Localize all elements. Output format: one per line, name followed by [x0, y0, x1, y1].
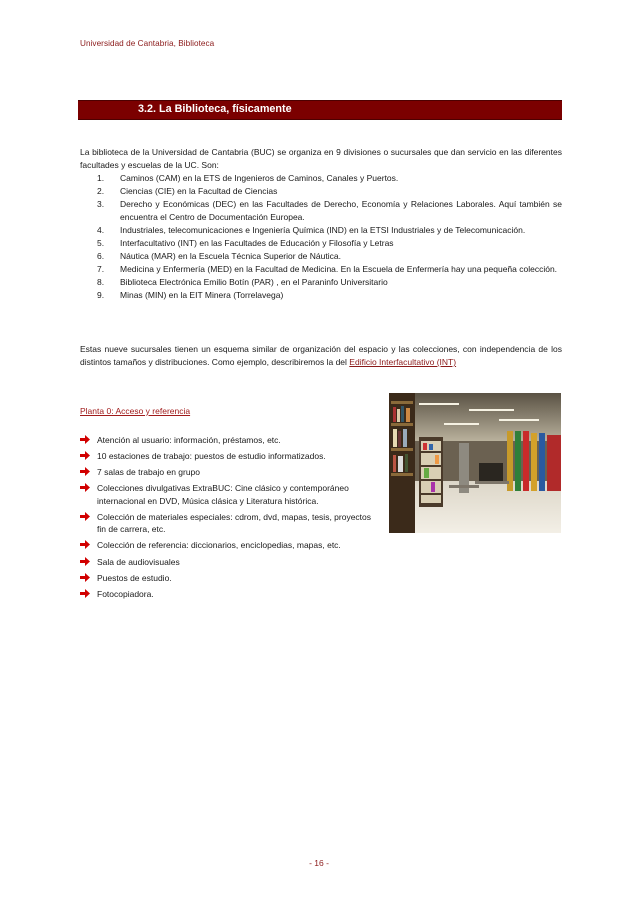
list-item [80, 289, 562, 302]
red-arrow-icon [80, 483, 90, 492]
list-number: 7. [97, 264, 105, 274]
closing-paragraph [80, 343, 562, 369]
running-header: Universidad de Cantabria, Biblioteca [80, 39, 215, 48]
list-item [80, 482, 380, 507]
list-item [80, 237, 562, 250]
list-item [80, 588, 380, 601]
list-text: Atención al usuario: información, préstamos, etc. [97, 435, 281, 445]
red-arrow-icon [80, 589, 90, 598]
int-building-link[interactable]: Edificio Interfacultativo (INT) [349, 357, 457, 367]
list-item [80, 198, 562, 224]
list-text: Medicina y Enfermería (MED) en la Facultad de Medicina. En la Escuela de Enfermería hay una pequeña colección. [120, 264, 558, 274]
list-text: 7 salas de trabajo en grupo [97, 467, 201, 478]
page-number: - 16 - [309, 858, 329, 868]
list-number: 8. [97, 277, 105, 287]
list-number: 3. [97, 199, 105, 209]
red-arrow-icon [80, 467, 90, 476]
list-number: 4. [97, 225, 105, 235]
list-item [80, 250, 562, 263]
list-item [80, 539, 380, 552]
red-arrow-icon [80, 451, 90, 460]
red-arrow-icon [80, 512, 90, 521]
list-item [80, 224, 562, 237]
list-text: Colección de materiales especiales: cdrom, dvd, mapas, tesis, proyectos fin de carrera, etc. [97, 511, 372, 535]
list-text: Industriales, telecomunicaciones e Ingeniería Química (IND) en la ETSI Industriales y de Telecomunicación. [120, 225, 526, 235]
list-item [80, 511, 380, 536]
list-text: Caminos (CAM) en la ETS de Ingenieros de Caminos, Canales y Puertos. [120, 173, 399, 183]
list-item [80, 185, 562, 198]
list-text: Colecciones divulgativas ExtraBUC: Cine clásico y contemporáneo internacional en DVD, Música clásica y Literatura histórica. [97, 483, 349, 506]
list-item [80, 450, 380, 463]
library-interior-photo [389, 393, 561, 533]
planta-heading: Planta 0: Acceso y referencia [80, 406, 191, 416]
list-text: Fotocopiadora. [97, 588, 154, 599]
list-text: Minas (MIN) en la EIT Minera (Torrelavega) [120, 290, 284, 300]
red-arrow-icon [80, 573, 90, 582]
section-title: 3.2. La Biblioteca, físicamente [138, 103, 292, 115]
list-number: 2. [97, 186, 105, 196]
list-item [80, 556, 380, 569]
list-number: 9. [97, 290, 105, 300]
list-text: Colección de referencia: diccionarios, enciclopedias, mapas, etc. [97, 540, 341, 551]
list-number: 6. [97, 251, 105, 261]
planta-list [80, 434, 380, 604]
list-item [80, 172, 562, 185]
list-item [80, 276, 562, 289]
intro-paragraph: La biblioteca de la Universidad de Cantabria (BUC) se organiza en 9 divisiones o sucursales que dan servicio en las diferentes facultades y escuelas de la UC. Son: [80, 147, 562, 170]
list-item [80, 572, 380, 585]
list-item [80, 466, 380, 479]
red-arrow-icon [80, 540, 90, 549]
list-text: Ciencias (CIE) en la Facultad de Ciencias [120, 186, 278, 196]
list-item [80, 434, 380, 447]
list-number: 5. [97, 238, 105, 248]
list-text: Interfacultativo (INT) en las Facultades de Educación y Filosofía y Letras [120, 238, 394, 248]
red-arrow-icon [80, 557, 90, 566]
list-text: Puestos de estudio. [97, 572, 172, 583]
list-item [80, 263, 562, 276]
list-text: Náutica (MAR) en la Escuela Técnica Superior de Náutica. [120, 251, 341, 261]
divisions-list [80, 172, 562, 302]
red-arrow-icon [80, 435, 90, 444]
list-number: 1. [97, 173, 105, 183]
section-heading-bar [78, 100, 562, 120]
list-text: Biblioteca Electrónica Emilio Botín (PAR) , en el Paraninfo Universitario [120, 277, 388, 287]
closing-text: Estas nueve sucursales tienen un esquema similar de organización del espacio y las colecciones, con independencia de los distintos tamaños y distribuciones. Como ejemplo, describiremos la del [80, 344, 562, 367]
list-text: Derecho y Económicas (DEC) en las Facultades de Derecho, Economía y Relaciones Laborales. Aquí también se encuentra el Centro de Documentación Europea. [120, 199, 562, 222]
list-text: 10 estaciones de trabajo: puestos de estudio informatizados. [97, 451, 326, 462]
list-text: Sala de audiovisuales [97, 556, 180, 567]
